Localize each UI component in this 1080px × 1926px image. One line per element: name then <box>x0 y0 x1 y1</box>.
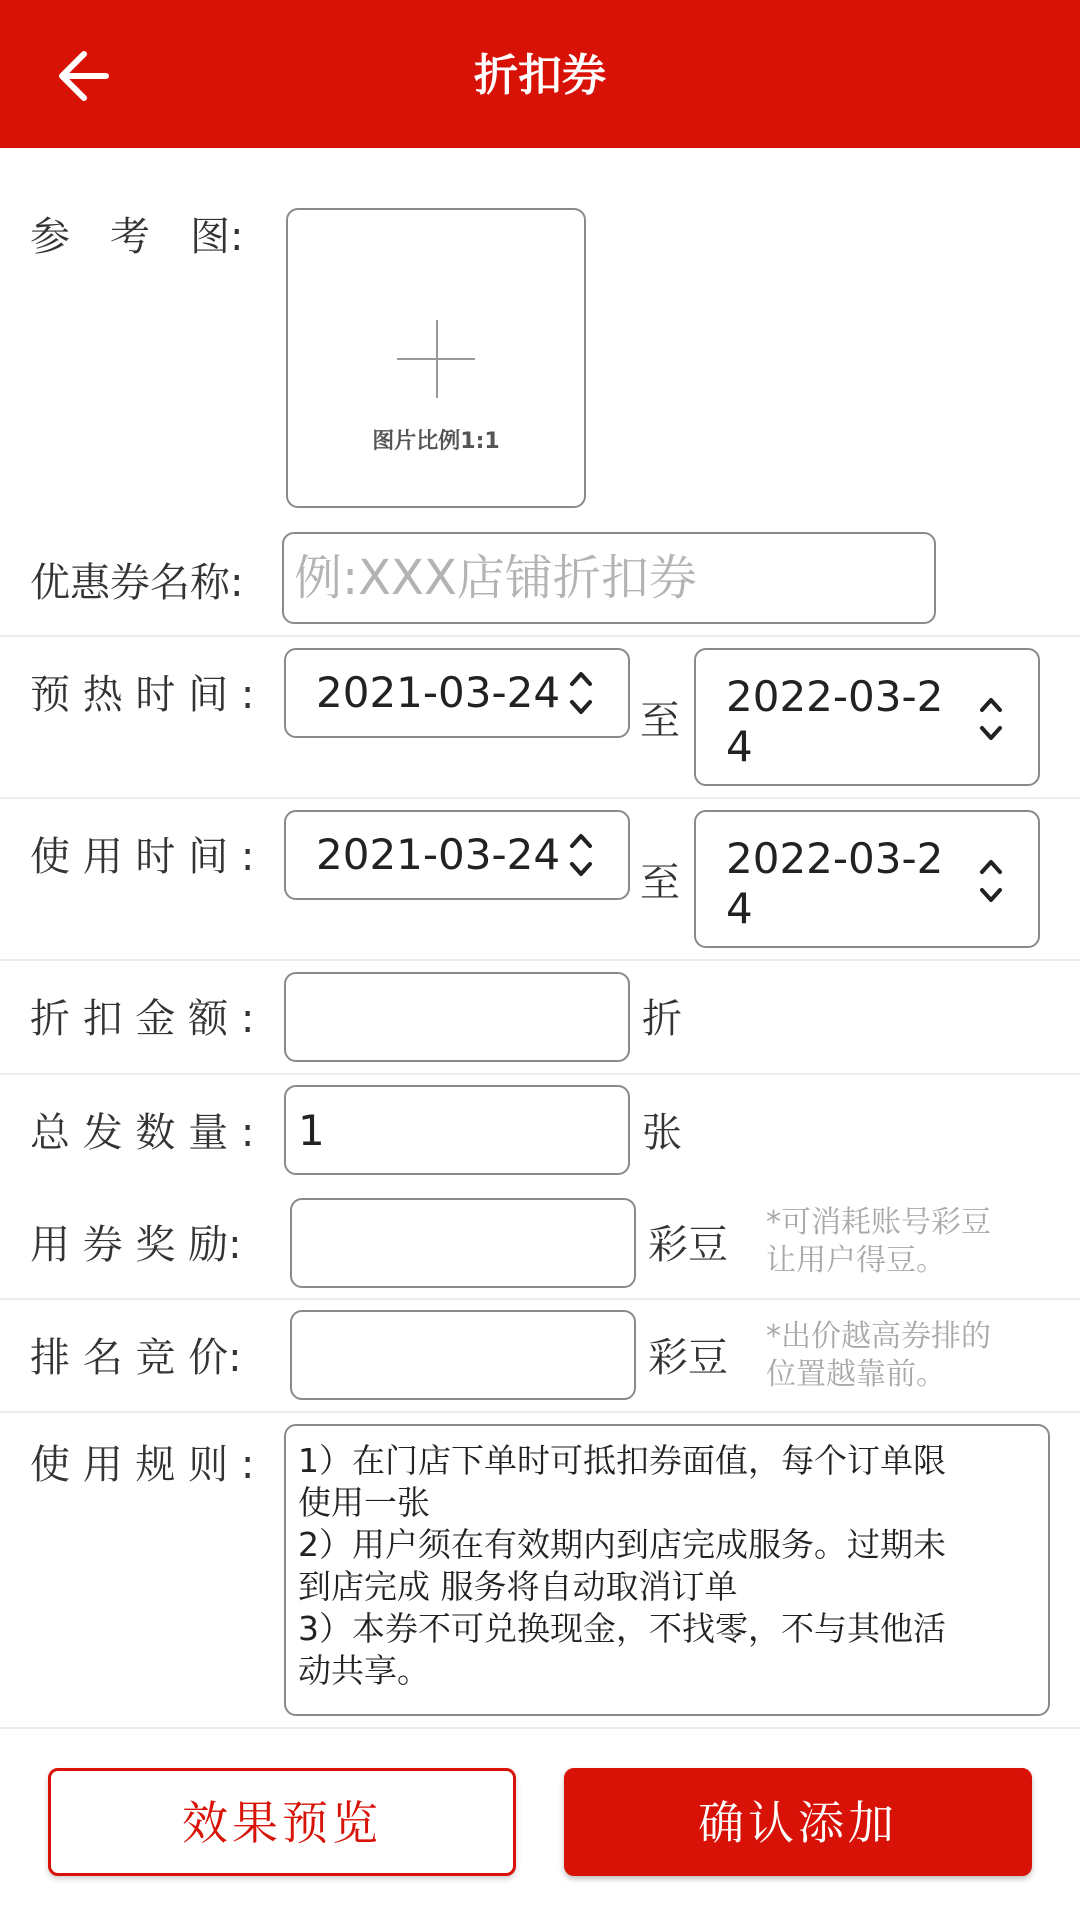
preheat-start-date: 2021-03-24 <box>316 668 561 717</box>
app-header <box>0 0 1080 148</box>
use-start-date: 2021-03-24 <box>316 830 561 879</box>
coupon-name-input[interactable] <box>282 532 936 624</box>
preheat-end-date-picker[interactable] <box>694 648 1040 786</box>
up-down-chevron-icon[interactable] <box>566 668 596 718</box>
usage-rules-textarea[interactable] <box>284 1424 1050 1716</box>
discount-amount-label: 折 扣 金 额 : <box>30 996 255 1042</box>
page-title: 折扣券 <box>474 50 606 101</box>
confirm-add-button[interactable]: 确认添加 <box>564 1768 1032 1876</box>
use-start-date-picker[interactable] <box>284 810 630 900</box>
discount-unit: 折 <box>642 996 682 1042</box>
ranking-bid-label: 排 名 竞 价: <box>30 1335 242 1381</box>
total-quantity-input[interactable] <box>284 1085 630 1175</box>
image-upload-button[interactable] <box>286 208 586 508</box>
up-down-chevron-icon[interactable] <box>976 856 1006 906</box>
ranking-bid-input[interactable] <box>290 1310 636 1400</box>
usage-rules-text: 1）在门店下单时可抵扣券面值，每个订单限 使用一张 2）用户须在有效期内到店完成服务。过期未 到店完成 服务将自动取消订单 3）本券不可兑换现金，不找零，不与其他活 动共享。 <box>298 1441 946 1690</box>
coupon-name-label: 优惠券名称: <box>30 560 244 606</box>
preheat-time-label: 预 热 时 间 : <box>30 672 255 718</box>
reference-image-label: 参 考 图: <box>30 214 244 260</box>
preview-button[interactable]: 效果预览 <box>48 1768 516 1876</box>
usage-rules-label: 使 用 规 则 : <box>30 1442 255 1488</box>
usage-reward-input[interactable] <box>290 1198 636 1288</box>
divider <box>0 1073 1080 1075</box>
divider <box>0 1727 1080 1729</box>
usage-reward-unit: 彩豆 <box>648 1222 728 1268</box>
usage-reward-note: *可消耗账号彩豆 让用户得豆。 <box>766 1205 991 1278</box>
preheat-start-date-picker[interactable] <box>284 648 630 738</box>
use-end-date-picker[interactable] <box>694 810 1040 948</box>
use-end-date: 2022-03-2 4 <box>726 834 944 933</box>
divider <box>0 1411 1080 1413</box>
total-quantity-value: 1 <box>298 1106 325 1155</box>
up-down-chevron-icon[interactable] <box>566 830 596 880</box>
use-date-separator: 至 <box>640 860 680 906</box>
up-down-chevron-icon[interactable] <box>976 694 1006 744</box>
ranking-bid-note: *出价越高券排的 位置越靠前。 <box>766 1319 991 1392</box>
quantity-unit: 张 <box>642 1110 682 1156</box>
preheat-date-separator: 至 <box>640 698 680 744</box>
plus-icon-horizontal <box>397 358 475 360</box>
image-ratio-hint: 图片比例1:1 <box>372 429 500 454</box>
use-time-label: 使 用 时 间 : <box>30 834 255 880</box>
divider <box>0 1298 1080 1300</box>
usage-reward-label: 用 券 奖 励: <box>30 1222 242 1268</box>
preheat-end-date: 2022-03-2 4 <box>726 672 944 771</box>
divider <box>0 635 1080 637</box>
total-quantity-label: 总 发 数 量 : <box>30 1110 255 1156</box>
discount-amount-input[interactable] <box>284 972 630 1062</box>
coupon-name-placeholder: 例:XXX店铺折扣券 <box>294 550 697 606</box>
ranking-bid-unit: 彩豆 <box>648 1335 728 1381</box>
divider <box>0 959 1080 961</box>
divider <box>0 797 1080 799</box>
